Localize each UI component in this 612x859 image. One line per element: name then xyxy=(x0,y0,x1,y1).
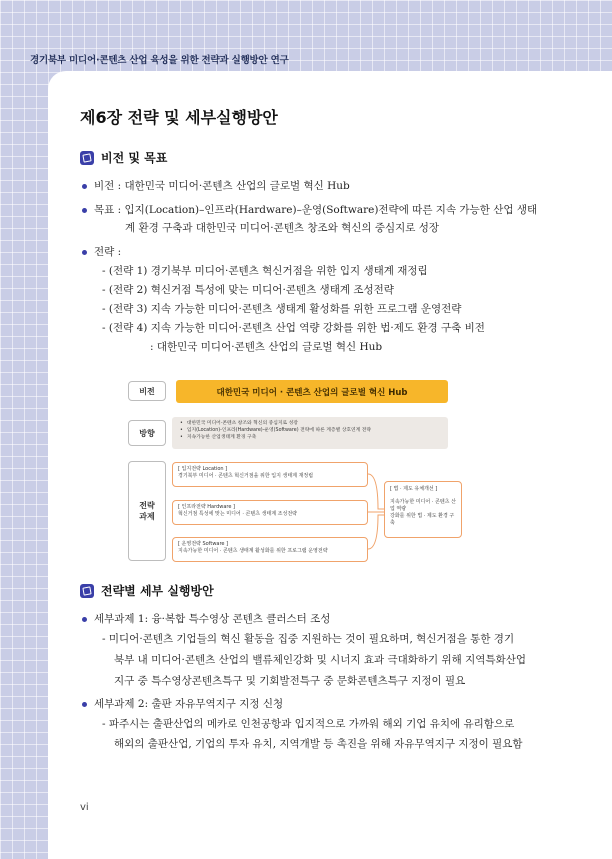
task-title: [ 인프라전략 Hardware ] xyxy=(178,504,235,510)
task1-desc-cont: 북부 내 미디어·콘텐츠 산업의 밸류체인강화 및 시너지 효과 극대화하기 위해 지역특화산업 xyxy=(114,654,527,666)
strategy-3: - (전략 3) 지속 가능한 미디어·콘텐츠 생태계 활성화를 위한 프로그램 운영전략 xyxy=(102,303,462,315)
side-legal-box xyxy=(384,481,462,538)
task1-line: 세부과제 1: 융·복합 특수영상 콘텐츠 클러스터 조성 xyxy=(94,613,331,625)
task2-desc-cont: 해외의 출판산업, 기업의 투자 유치, 지역개발 등 촉진을 위해 자유무역지구 지정이 필요함 xyxy=(114,738,523,750)
side-desc: 지속가능한 미디어 · 콘텐츠 산업 역량 xyxy=(390,499,456,512)
side-desc: 강화를 위한 법 · 제도 환경 구축 xyxy=(390,513,455,526)
running-header: 경기북부 미디어·콘텐츠 산업 육성을 위한 전략과 실행방안 연구 xyxy=(30,55,289,66)
section-marker-icon xyxy=(80,584,94,598)
document-page xyxy=(48,71,612,859)
section-marker-icon xyxy=(80,151,94,165)
task-location xyxy=(172,462,368,487)
task1-desc-cont: 지구 중 특수영상콘텐츠특구 및 기회발전특구 중 문화콘텐츠특구 지정이 필요 xyxy=(114,675,466,687)
direction-item: • 지속가능한 산업생태계 환경 구축 xyxy=(180,434,448,441)
direction-item: • 대한민국 미디어·콘텐츠 창조와 혁신의 중심지로 성장 xyxy=(180,420,448,427)
section-heading-plan xyxy=(80,582,214,599)
diagram-direction-label: 방향 xyxy=(128,420,166,446)
task2-line: 세부과제 2: 출판 자유무역지구 지정 신청 xyxy=(94,698,284,710)
task-title: [ 운영전략 Software ] xyxy=(178,541,229,547)
strategy-4-cont: : 대한민국 미디어·콘텐츠 산업의 글로벌 혁신 Hub xyxy=(150,341,383,353)
tasks-label-line: 과제 xyxy=(139,512,155,521)
task1-desc: - 미디어·콘텐츠 기업들의 혁신 활동을 집중 지원하는 것이 필요하며, 혁신거점을 통한 경기 xyxy=(102,633,515,645)
direction-item: • 입지(Location)-인프라(Hardware)-운영(Software) 전략에 따른 계층별 상호연계 전략 xyxy=(180,427,448,434)
task-hardware xyxy=(172,500,368,525)
task-desc: 경기북부 미디어 · 콘텐츠 혁신거점을 위한 입지 생태계 재정립 xyxy=(178,473,314,479)
section-heading-vision xyxy=(80,149,167,166)
chapter-title: 제6장 전략 및 세부실행방안 xyxy=(80,108,278,127)
task-title: [ 입지전략 Location ] xyxy=(178,466,228,472)
diagram-vision-label: 비전 xyxy=(128,381,166,401)
task2-desc: - 파주시는 출판산업의 메카로 인천공항과 입지적으로 가까워 해외 기업 유치에 유리함으로 xyxy=(102,718,515,730)
task-desc: 지속가능한 미디어 · 콘텐츠 생태계 활성화를 위한 프로그램 운영전략 xyxy=(178,548,328,554)
tasks-label-line: 전략 xyxy=(139,501,155,510)
strategy-4: - (전략 4) 지속 가능한 미디어·콘텐츠 산업 역량 강화를 위한 법·제도 환경 구축 비전 xyxy=(102,322,485,334)
section-heading-text: 전략별 세부 실행방안 xyxy=(101,584,214,598)
vision-line: 비전 : 대한민국 미디어·콘텐츠 산업의 글로벌 혁신 Hub xyxy=(94,180,350,192)
diagram-tasks-label xyxy=(128,461,166,561)
page-number: vi xyxy=(80,802,89,813)
task-desc: 혁신거점 특성에 맞는 미디어 · 콘텐츠 생태계 조성전략 xyxy=(178,511,297,517)
strategy-2: - (전략 2) 혁신거점 특성에 맞는 미디어·콘텐츠 생태계 조성전략 xyxy=(102,284,394,296)
side-title: [ 법 · 제도 유체개선 ] xyxy=(390,486,438,492)
section-heading-text: 비전 및 목표 xyxy=(101,151,168,165)
strategy-line: 전략 : xyxy=(94,246,122,258)
task-software xyxy=(172,537,368,562)
diagram-vision-bar: 대한민국 미디어 · 콘텐츠 산업의 글로벌 혁신 Hub xyxy=(176,380,448,403)
diagram-direction-box xyxy=(172,417,448,449)
goal-line-cont: 계 환경 구축과 대한민국 미디어·콘텐츠 창조와 혁신의 중심지로 성장 xyxy=(125,222,440,234)
strategy-1: - (전략 1) 경기북부 미디어·콘텐츠 혁신거점을 위한 입지 생태계 재정립 xyxy=(102,265,428,277)
goal-line: 목표 : 입지(Location)–인프라(Hardware)–운영(Software)전략에 따른 지속 가능한 산업 생태 xyxy=(94,204,538,216)
